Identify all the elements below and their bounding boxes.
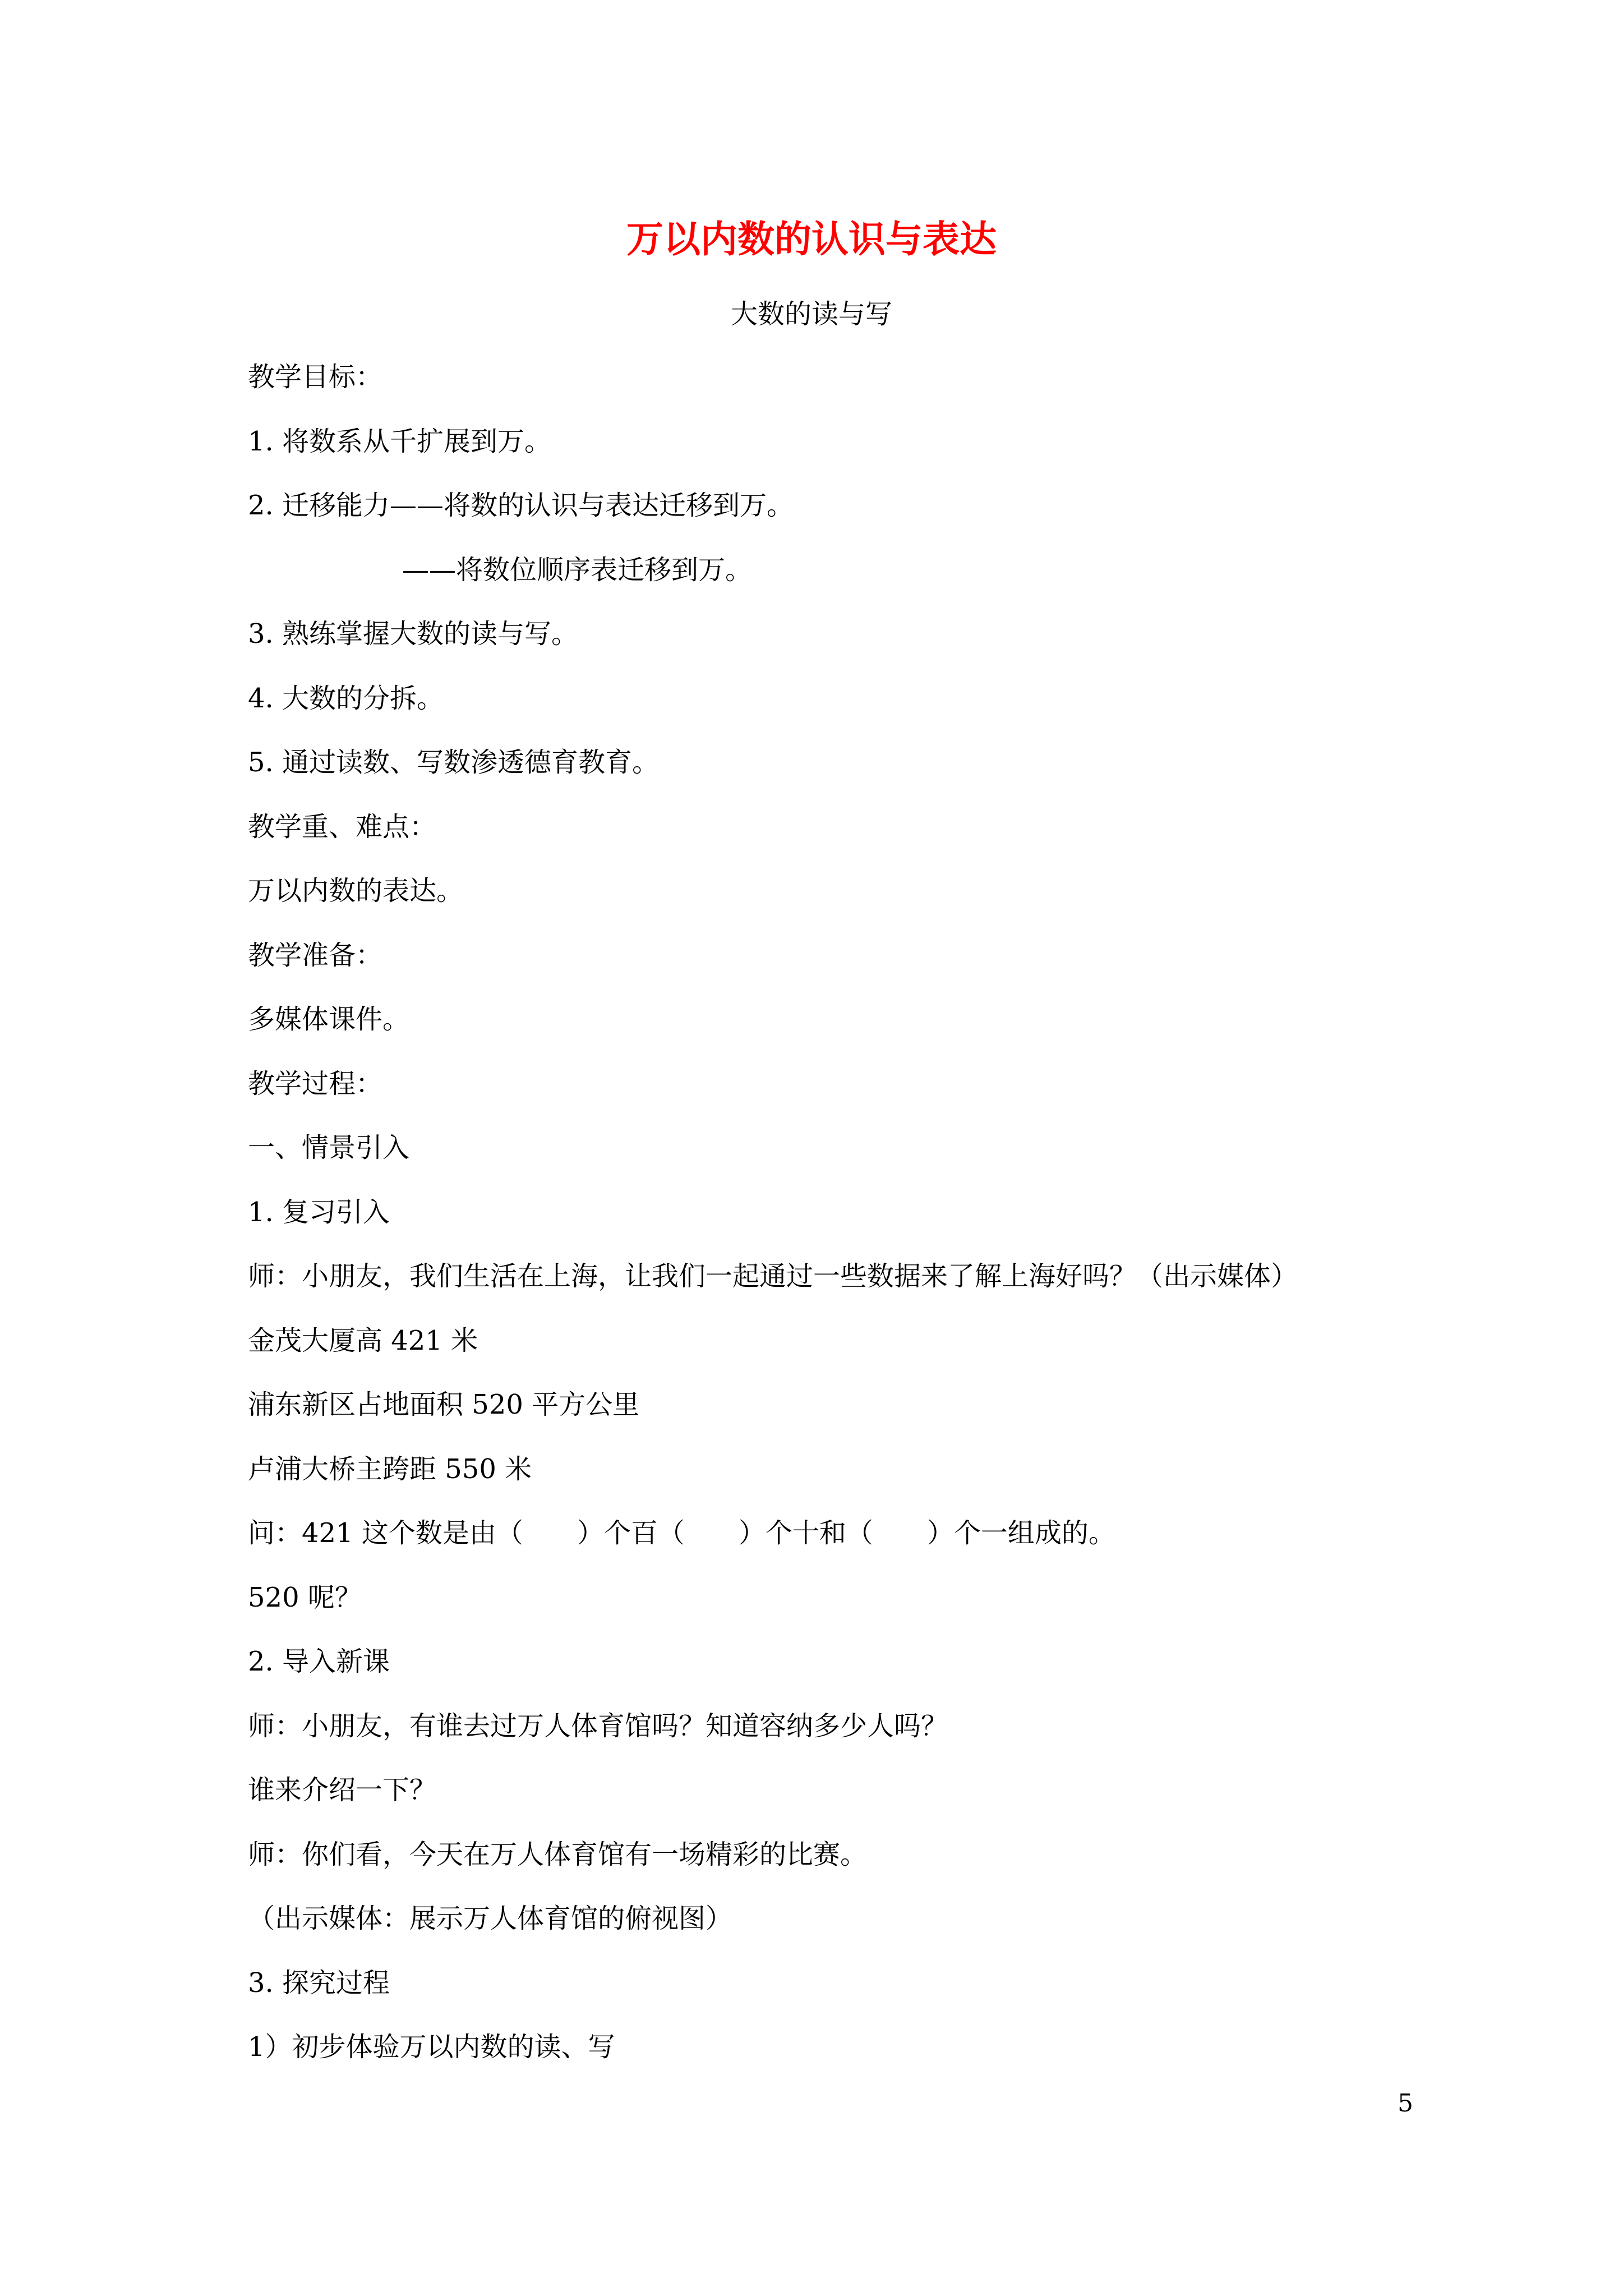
page-number: 5 bbox=[1398, 2089, 1413, 2118]
objective-item-continuation: ——将数位顺序表迁移到万。 bbox=[402, 554, 753, 586]
section-heading-objectives: 教学目标： bbox=[248, 361, 383, 393]
section-heading-process: 教学过程： bbox=[248, 1068, 383, 1099]
numbered-step: 2. 导入新课 bbox=[248, 1646, 390, 1677]
fact-line: 卢浦大桥主跨距 550 米 bbox=[248, 1453, 532, 1485]
subsection-heading: 一、情景引入 bbox=[248, 1132, 410, 1163]
objective-item: 4. 大数的分拆。 bbox=[248, 682, 444, 714]
paragraph-line: 多媒体课件。 bbox=[248, 1004, 410, 1035]
sub-step: 1）初步体验万以内数的读、写 bbox=[248, 2031, 615, 2063]
numbered-step: 3. 探究过程 bbox=[248, 1967, 390, 1999]
dialogue-line: 师：小朋友，有谁去过万人体育馆吗？知道容纳多少人吗？ bbox=[248, 1710, 948, 1742]
numbered-step: 1. 复习引入 bbox=[248, 1196, 390, 1228]
dialogue-line: 师：小朋友，我们生活在上海，让我们一起通过一些数据来了解上海好吗？（出示媒体） bbox=[248, 1260, 1298, 1292]
question-line: 520 呢？ bbox=[248, 1581, 362, 1613]
fact-line: 浦东新区占地面积 520 平方公里 bbox=[248, 1389, 640, 1420]
question-line: 问：421 这个数是由（ ）个百（ ）个十和（ ）个一组成的。 bbox=[248, 1517, 1115, 1549]
paragraph-line: 万以内数的表达。 bbox=[248, 875, 464, 907]
section-heading-preparation: 教学准备： bbox=[248, 939, 383, 971]
objective-item: 1. 将数系从千扩展到万。 bbox=[248, 425, 552, 457]
document-title: 万以内数的认识与表达 bbox=[626, 217, 997, 261]
dialogue-line: 谁来介绍一下？ bbox=[248, 1774, 437, 1806]
objective-item: 3. 熟练掌握大数的读与写。 bbox=[248, 618, 579, 650]
document-subtitle: 大数的读与写 bbox=[730, 298, 892, 330]
dialogue-line: 师：你们看，今天在万人体育馆有一场精彩的比赛。 bbox=[248, 1838, 868, 1870]
fact-line: 金茂大厦高 421 米 bbox=[248, 1324, 478, 1356]
document-body bbox=[248, 357, 1426, 2091]
section-heading-key-points: 教学重、难点： bbox=[248, 811, 437, 843]
media-note-line: （出示媒体：展示万人体育馆的俯视图） bbox=[248, 1903, 733, 1934]
objective-item: 2. 迁移能力——将数的认识与表达迁移到万。 bbox=[248, 490, 794, 521]
objective-item: 5. 通过读数、写数渗透德育教育。 bbox=[248, 747, 660, 778]
